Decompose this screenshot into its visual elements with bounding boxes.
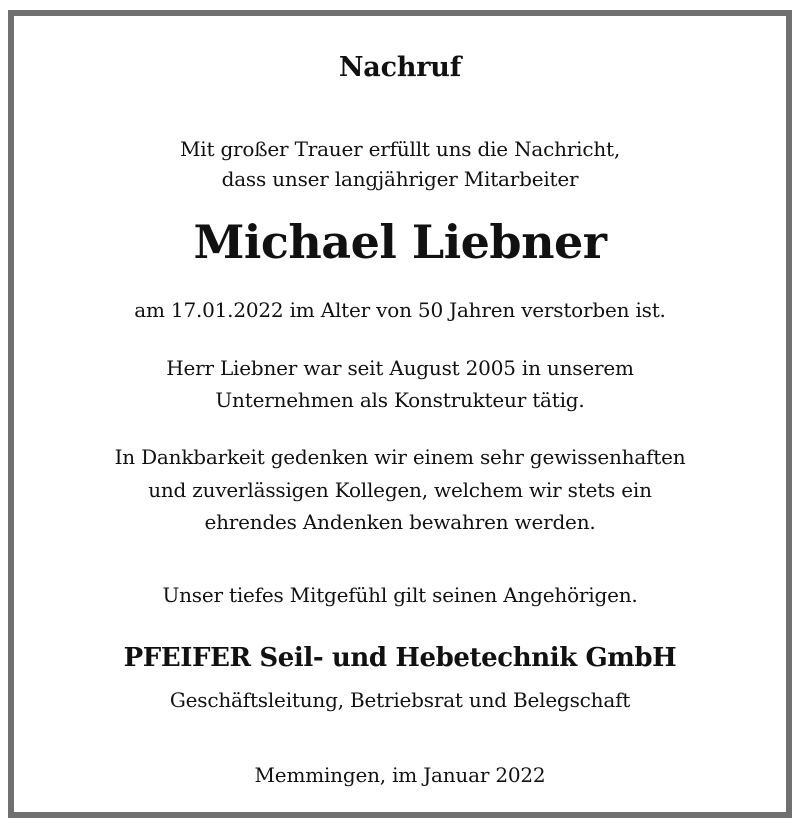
obituary-heading: Nachruf — [338, 52, 462, 83]
sympathy-line: Unser tiefes Mitgefühl gilt seinen Angehörigen. — [162, 583, 638, 607]
company-name: PFEIFER Seil- und Hebetechnik GmbH — [123, 643, 677, 673]
signatories-line: Geschäftsleitung, Betriebsrat und Belegschaft — [169, 688, 631, 712]
gratitude-line-3: ehrendes Andenken bewahren werden. — [204, 510, 596, 534]
career-line-2: Unternehmen als Konstrukteur tätig. — [215, 388, 585, 412]
gratitude-line-1: In Dankbarkeit gedenken wir einem sehr gewissenhaften — [114, 445, 686, 469]
intro-line-1: Mit großer Trauer erfüllt uns die Nachricht, — [179, 137, 621, 161]
death-date-line: am 17.01.2022 im Alter von 50 Jahren verstorben ist. — [134, 298, 666, 322]
gratitude-line-2: und zuverlässigen Kollegen, welchem wir stets ein — [148, 478, 652, 502]
place-date-line: Memmingen, im Januar 2022 — [254, 763, 546, 787]
obituary-frame — [8, 10, 792, 818]
career-line-1: Herr Liebner war seit August 2005 in unserem — [166, 356, 634, 380]
deceased-name: Michael Liebner — [193, 215, 607, 269]
intro-line-2: dass unser langjähriger Mitarbeiter — [221, 167, 579, 191]
